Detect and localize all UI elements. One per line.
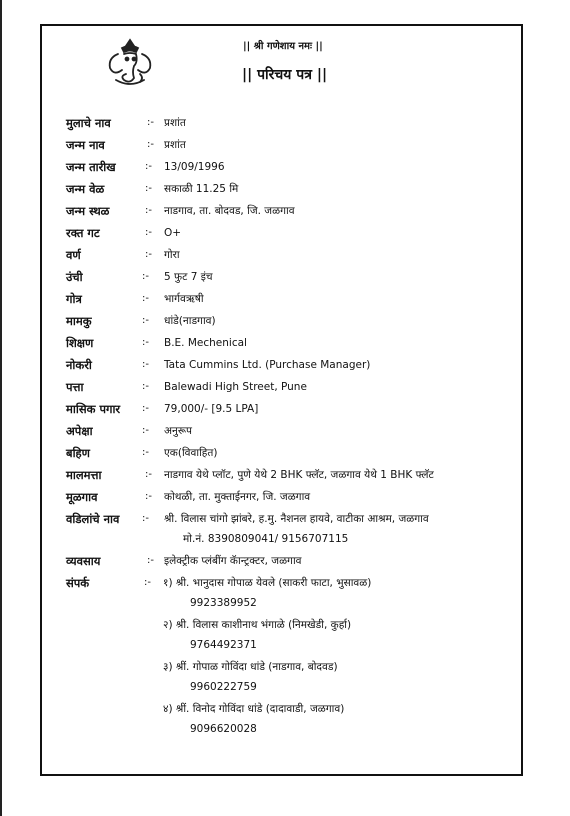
detail-separator: :- — [145, 249, 152, 260]
detail-separator: :- — [144, 577, 151, 588]
detail-value: 79,000/- [9.5 LPA] — [164, 403, 259, 415]
contact-person-name: २) श्री. विलास काशीनाथ भंगाळे (निमखेडी, कुर्हा) — [163, 619, 352, 631]
detail-label: जन्म नाव — [66, 138, 105, 152]
detail-label: अपेक्षा — [66, 424, 93, 438]
contact-person-name: ३) श्रीं. गोपाळ गोविंदा धांडे (नाडगाव, बोदवड) — [163, 661, 338, 673]
detail-value: गोरा — [164, 249, 180, 261]
detail-separator: :- — [142, 381, 149, 392]
detail-label: वर्ण — [66, 248, 81, 262]
father-mobile: मो.नं. 8390809041/ 9156707115 — [183, 533, 349, 545]
contact-person-phone: 9923389952 — [190, 597, 257, 609]
detail-value: अनुरूप — [164, 425, 192, 437]
detail-separator: :- — [142, 315, 149, 326]
detail-separator: :- — [145, 227, 152, 238]
detail-value: Balewadi High Street, Pune — [164, 381, 307, 393]
blessing-line: || श्री गणेशाय नमः || — [243, 41, 323, 52]
detail-label: उंची — [66, 270, 83, 284]
detail-label: मामकु — [66, 314, 92, 328]
detail-separator: :- — [147, 555, 154, 566]
detail-label: जन्म तारीख — [66, 160, 116, 174]
detail-value: सकाळी 11.25 मि — [164, 183, 239, 195]
detail-separator: :- — [145, 205, 152, 216]
detail-separator: :- — [142, 359, 149, 370]
detail-separator: :- — [142, 293, 149, 304]
detail-label: जन्म वेळ — [66, 182, 105, 196]
detail-separator: :- — [142, 271, 149, 282]
detail-label: मालमत्ता — [66, 468, 102, 482]
contact-person-name: ४) श्रीं. विनोद गोविंदा धांडे (दादावाडी, जळगाव) — [163, 703, 345, 715]
contact-label: संपर्क — [66, 576, 90, 590]
detail-value: भार्गवऋषी — [164, 293, 204, 305]
detail-label: वडिलांचे नाव — [66, 512, 120, 526]
detail-value: O+ — [164, 227, 182, 239]
detail-value: प्रशांत — [164, 117, 186, 129]
detail-value: श्री. विलास चांगो झांबरे, ह.मु. नैशनल हायवे, वाटीका आश्रम, जळगाव — [164, 513, 429, 525]
detail-separator: :- — [145, 469, 152, 480]
detail-value: प्रशांत — [164, 139, 186, 151]
detail-value: एक(विवाहित) — [164, 447, 218, 459]
detail-label: मूळगाव — [66, 490, 98, 504]
business-value: इलेक्ट्रीक प्लंबींग कॅान्ट्रक्टर, जळगाव — [164, 555, 302, 567]
detail-value: 5 फुट 7 इंच — [164, 271, 213, 283]
detail-value: कोथळी, ता. मुक्ताईनगर, जि. जळगाव — [164, 491, 311, 503]
detail-separator: :- — [142, 403, 149, 414]
detail-label: गोत्र — [66, 292, 82, 306]
page-title: || परिचय पत्र || — [242, 67, 328, 83]
ganesha-logo-icon — [104, 36, 156, 88]
detail-separator: :- — [142, 447, 149, 458]
detail-value: धांडे(नाडगाव) — [164, 315, 216, 327]
detail-value: Tata Cummins Ltd. (Purchase Manager) — [164, 359, 371, 371]
contact-person-phone: 9096620028 — [190, 723, 257, 735]
detail-separator: :- — [142, 337, 149, 348]
detail-separator: :- — [147, 139, 154, 150]
contact-person-name: १) श्री. भानुदास गोपाळ येवले (साकरी फाटा, भुसावळ) — [163, 577, 372, 589]
detail-value: B.E. Mechenical — [164, 337, 247, 349]
detail-separator: :- — [142, 513, 149, 524]
detail-value: नाडगाव येथे प्लॉट, पुणे येथे 2 BHK फ्लॅट, जळगाव येथे 1 BHK फ्लॅट — [164, 469, 434, 481]
detail-label: मुलाचे नाव — [66, 116, 111, 130]
detail-label: नोकरी — [66, 358, 92, 372]
detail-separator: :- — [145, 161, 152, 172]
detail-separator: :- — [142, 425, 149, 436]
detail-value: 13/09/1996 — [164, 161, 225, 173]
detail-separator: :- — [145, 491, 152, 502]
detail-label: रक्त गट — [66, 226, 100, 240]
detail-separator: :- — [145, 183, 152, 194]
contact-person-phone: 9960222759 — [190, 681, 257, 693]
business-label: व्यवसाय — [66, 554, 101, 568]
detail-label: जन्म स्थळ — [66, 204, 110, 218]
detail-label: शिक्षण — [66, 336, 94, 350]
detail-label: बहिण — [66, 446, 90, 460]
detail-label: मासिक पगार — [66, 402, 121, 416]
page-edge-line — [0, 0, 2, 816]
detail-value: नाडगाव, ता. बोदवड, जि. जळगाव — [164, 205, 295, 217]
contact-person-phone: 9764492371 — [190, 639, 257, 651]
detail-label: पत्ता — [66, 380, 84, 394]
detail-separator: :- — [147, 117, 154, 128]
